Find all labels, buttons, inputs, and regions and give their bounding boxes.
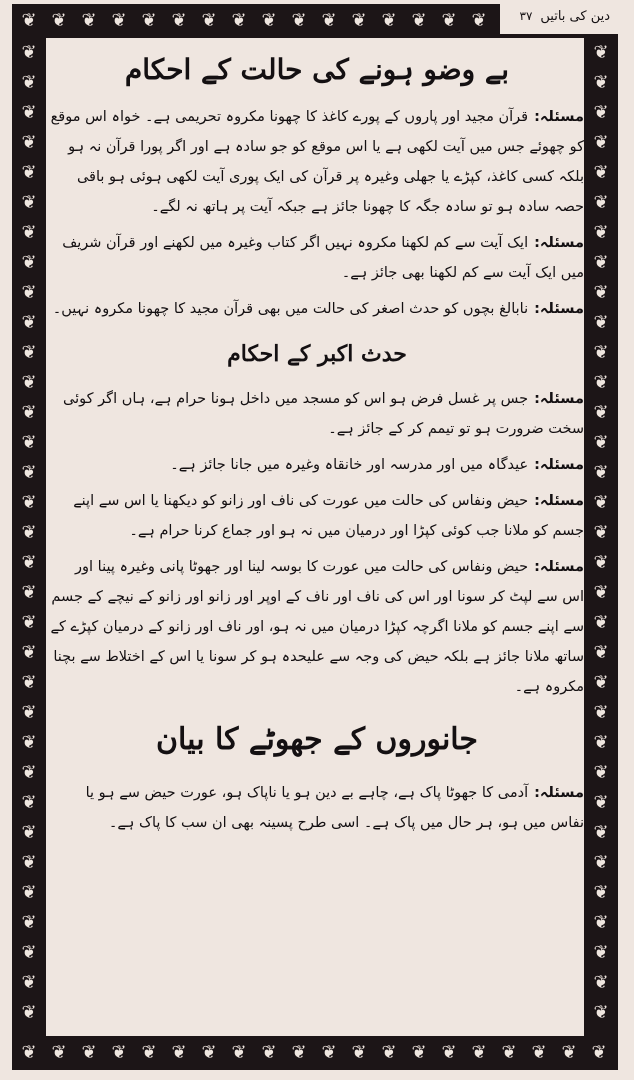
leaf-ornament-icon: ❦ <box>21 72 37 93</box>
leaf-ornament-icon: ❦ <box>261 10 277 31</box>
leaf-ornament-icon: ❦ <box>593 492 609 513</box>
leaf-ornament-icon: ❦ <box>593 1002 609 1023</box>
masala-label: مسئلہ: <box>534 109 584 125</box>
masala-label: مسئلہ: <box>534 391 584 407</box>
leaf-ornament-icon: ❦ <box>593 882 609 903</box>
leaf-ornament-icon: ❦ <box>261 1042 277 1063</box>
leaf-ornament-icon: ❦ <box>21 642 37 663</box>
page-content <box>50 44 584 1034</box>
section-title: جانوروں کے جھوٹے کا بیان <box>156 722 478 757</box>
masala-paragraph <box>50 486 584 546</box>
leaf-ornament-icon: ❦ <box>593 942 609 963</box>
masala-paragraph <box>50 778 584 838</box>
leaf-ornament-icon: ❦ <box>593 462 609 483</box>
leaf-ornament-icon: ❦ <box>441 10 457 31</box>
leaf-ornament-icon: ❦ <box>21 912 37 933</box>
leaf-ornament-icon: ❦ <box>21 942 37 963</box>
leaf-ornament-icon: ❦ <box>141 1042 157 1063</box>
leaf-ornament-icon: ❦ <box>593 702 609 723</box>
masala-label: مسئلہ: <box>534 301 584 317</box>
section-title: بے وضو ہونے کی حالت کے احکام <box>124 53 510 86</box>
leaf-ornament-icon: ❦ <box>593 162 609 183</box>
leaf-ornament-icon: ❦ <box>471 1042 487 1063</box>
masala-text: حیض ونفاس کی حالت میں عورت کا بوسہ لینا اور جھوٹا پانی وغیرہ پینا اور اس سے لپٹ کر سونا اور اس کی ناف اور ناف کے اوپر اور زانو اور زانو کے نیچے کے جسم سے اپنے جسم کو ملانا اگرچہ کپڑا درمیان میں نہ ہو، اور ناف اور زانو کے درمیان کپڑے کے ساتھ ملانا جائز ہے بلکہ حیض کی وجہ سے علیحدہ ہو کر سونا یا اس کے اختلاط سے بچنا مکروہ ہے۔ <box>50 559 584 695</box>
leaf-ornament-icon: ❦ <box>593 642 609 663</box>
leaf-ornament-icon: ❦ <box>21 1042 37 1063</box>
leaf-ornament-icon: ❦ <box>531 1042 547 1063</box>
leaf-ornament-icon: ❦ <box>171 1042 187 1063</box>
section-title: حدث اکبر کے احکام <box>227 341 407 367</box>
leaf-ornament-icon: ❦ <box>231 1042 247 1063</box>
leaf-ornament-icon: ❦ <box>593 342 609 363</box>
leaf-ornament-icon: ❦ <box>21 1002 37 1023</box>
leaf-ornament-icon: ❦ <box>21 882 37 903</box>
leaf-ornament-icon: ❦ <box>21 42 37 63</box>
leaf-ornament-icon: ❦ <box>593 282 609 303</box>
leaf-ornament-icon: ❦ <box>593 522 609 543</box>
leaf-ornament-icon: ❦ <box>591 1042 607 1063</box>
masala-text: حیض ونفاس کی حالت میں عورت کی ناف اور زانو کو دیکھنا یا اس سے اپنے جسم کو ملانا جب کوئی کپڑا اور درمیان میں نہ ہو اور جماع کرنا حرام ہے۔ <box>73 493 584 539</box>
masala-text: قرآن مجید اور پاروں کے پورے کاغذ کا چھونا مکروہ تحریمی ہے۔ خواہ اس موقع کو چھوئے جس میں آیت لکھی ہے یا اس موقع کو جو سادہ ہے اور اگر پورا قرآن نہ ہو بلکہ کسی کاغذ، کپڑے یا جھلی وغیرہ پر قرآن کی ایک پوری آیت لکھی ہوئی ہو باقی حصہ سادہ ہو تو سادہ جگہ کا چھونا جائز ہے جبکہ آیت پر ہاتھ نہ لگے۔ <box>50 109 584 215</box>
leaf-ornament-icon: ❦ <box>201 10 217 31</box>
masala-paragraph <box>50 228 584 288</box>
leaf-ornament-icon: ❦ <box>21 612 37 633</box>
masala-label: مسئلہ: <box>534 785 584 801</box>
leaf-ornament-icon: ❦ <box>21 462 37 483</box>
leaf-ornament-icon: ❦ <box>351 10 367 31</box>
leaf-ornament-icon: ❦ <box>593 582 609 603</box>
leaf-ornament-icon: ❦ <box>593 252 609 273</box>
page-number: ۳۷ <box>519 9 533 23</box>
leaf-ornament-icon: ❦ <box>561 1042 577 1063</box>
leaf-ornament-icon: ❦ <box>21 792 37 813</box>
leaf-ornament-icon: ❦ <box>21 312 37 333</box>
leaf-ornament-icon: ❦ <box>593 822 609 843</box>
leaf-ornament-icon: ❦ <box>411 1042 427 1063</box>
leaf-ornament-icon: ❦ <box>21 852 37 873</box>
leaf-ornament-icon: ❦ <box>593 192 609 213</box>
leaf-ornament-icon: ❦ <box>593 852 609 873</box>
masala-label: مسئلہ: <box>534 235 584 251</box>
leaf-ornament-icon: ❦ <box>593 312 609 333</box>
leaf-ornament-icon: ❦ <box>593 72 609 93</box>
leaf-ornament-icon: ❦ <box>21 582 37 603</box>
leaf-ornament-icon: ❦ <box>51 10 67 31</box>
leaf-ornament-icon: ❦ <box>351 1042 367 1063</box>
leaf-ornament-icon: ❦ <box>593 612 609 633</box>
masala-text: ایک آیت سے کم لکھنا مکروہ نہیں اگر کتاب وغیرہ میں لکھنے اور قرآن شریف میں ایک آیت سے کم لکھنا بھی جائز ہے۔ <box>62 235 584 281</box>
leaf-ornament-icon: ❦ <box>21 492 37 513</box>
leaf-ornament-icon: ❦ <box>51 1042 67 1063</box>
leaf-ornament-icon: ❦ <box>593 132 609 153</box>
masala-paragraph <box>50 384 584 444</box>
leaf-ornament-icon: ❦ <box>593 672 609 693</box>
leaf-ornament-icon: ❦ <box>141 10 157 31</box>
leaf-ornament-icon: ❦ <box>21 402 37 423</box>
leaf-ornament-icon: ❦ <box>81 10 97 31</box>
leaf-ornament-icon: ❦ <box>291 1042 307 1063</box>
masala-text: نابالغ بچوں کو حدث اصغر کی حالت میں بھی قرآن مجید کا چھونا مکروہ نہیں۔ <box>52 301 529 317</box>
leaf-ornament-icon: ❦ <box>321 10 337 31</box>
book-title: دین کی باتیں <box>540 8 610 24</box>
leaf-ornament-icon: ❦ <box>21 192 37 213</box>
leaf-ornament-icon: ❦ <box>21 222 37 243</box>
leaf-ornament-icon: ❦ <box>21 282 37 303</box>
masala-paragraph <box>50 294 584 324</box>
leaf-ornament-icon: ❦ <box>21 432 37 453</box>
leaf-ornament-icon: ❦ <box>21 822 37 843</box>
leaf-ornament-icon: ❦ <box>21 672 37 693</box>
leaf-ornament-icon: ❦ <box>593 762 609 783</box>
masala-text: عیدگاہ میں اور مدرسہ اور خانقاہ وغیرہ میں جانا جائز ہے۔ <box>170 457 529 473</box>
leaf-ornament-icon: ❦ <box>201 1042 217 1063</box>
leaf-ornament-icon: ❦ <box>593 372 609 393</box>
leaf-ornament-icon: ❦ <box>501 1042 517 1063</box>
leaf-ornament-icon: ❦ <box>171 10 187 31</box>
masala-label: مسئلہ: <box>534 457 584 473</box>
leaf-ornament-icon: ❦ <box>593 732 609 753</box>
leaf-ornament-icon: ❦ <box>21 132 37 153</box>
leaf-ornament-icon: ❦ <box>593 792 609 813</box>
leaf-ornament-icon: ❦ <box>21 10 37 31</box>
leaf-ornament-icon: ❦ <box>21 552 37 573</box>
masala-label: مسئلہ: <box>534 493 584 509</box>
masala-paragraph <box>50 552 584 702</box>
leaf-ornament-icon: ❦ <box>381 10 397 31</box>
leaf-ornament-icon: ❦ <box>21 372 37 393</box>
leaf-ornament-icon: ❦ <box>593 552 609 573</box>
leaf-ornament-icon: ❦ <box>21 702 37 723</box>
leaf-ornament-icon: ❦ <box>21 732 37 753</box>
leaf-ornament-icon: ❦ <box>21 762 37 783</box>
leaf-ornament-icon: ❦ <box>21 972 37 993</box>
leaf-ornament-icon: ❦ <box>21 342 37 363</box>
masala-paragraph <box>50 450 584 480</box>
leaf-ornament-icon: ❦ <box>21 162 37 183</box>
leaf-ornament-icon: ❦ <box>381 1042 397 1063</box>
leaf-ornament-icon: ❦ <box>593 432 609 453</box>
leaf-ornament-icon: ❦ <box>593 102 609 123</box>
leaf-ornament-icon: ❦ <box>441 1042 457 1063</box>
leaf-ornament-icon: ❦ <box>321 1042 337 1063</box>
leaf-ornament-icon: ❦ <box>593 972 609 993</box>
leaf-ornament-icon: ❦ <box>471 10 487 31</box>
leaf-ornament-icon: ❦ <box>81 1042 97 1063</box>
masala-text: جس پر غسل فرض ہو اس کو مسجد میں داخل ہونا حرام ہے، ہاں اگر کوئی سخت ضرورت ہو تو تیمم کر کے جائز ہے۔ <box>63 391 584 437</box>
masala-text: آدمی کا جھوٹا پاک ہے، چاہے بے دین ہو یا ناپاک ہو، عورت حیض سے ہو یا نفاس میں ہو، ہر حال میں پاک ہے۔ اسی طرح پسینہ بھی ان سب کا پاک ہے۔ <box>85 785 584 831</box>
leaf-ornament-icon: ❦ <box>593 912 609 933</box>
leaf-ornament-icon: ❦ <box>21 522 37 543</box>
leaf-ornament-icon: ❦ <box>111 1042 127 1063</box>
leaf-ornament-icon: ❦ <box>593 42 609 63</box>
leaf-ornament-icon: ❦ <box>21 252 37 273</box>
leaf-ornament-icon: ❦ <box>291 10 307 31</box>
running-header <box>500 4 610 28</box>
leaf-ornament-icon: ❦ <box>593 222 609 243</box>
leaf-ornament-icon: ❦ <box>111 10 127 31</box>
leaf-ornament-icon: ❦ <box>21 102 37 123</box>
masala-paragraph <box>50 102 584 222</box>
leaf-ornament-icon: ❦ <box>231 10 247 31</box>
leaf-ornament-icon: ❦ <box>411 10 427 31</box>
leaf-ornament-icon: ❦ <box>593 402 609 423</box>
masala-label: مسئلہ: <box>534 559 584 575</box>
